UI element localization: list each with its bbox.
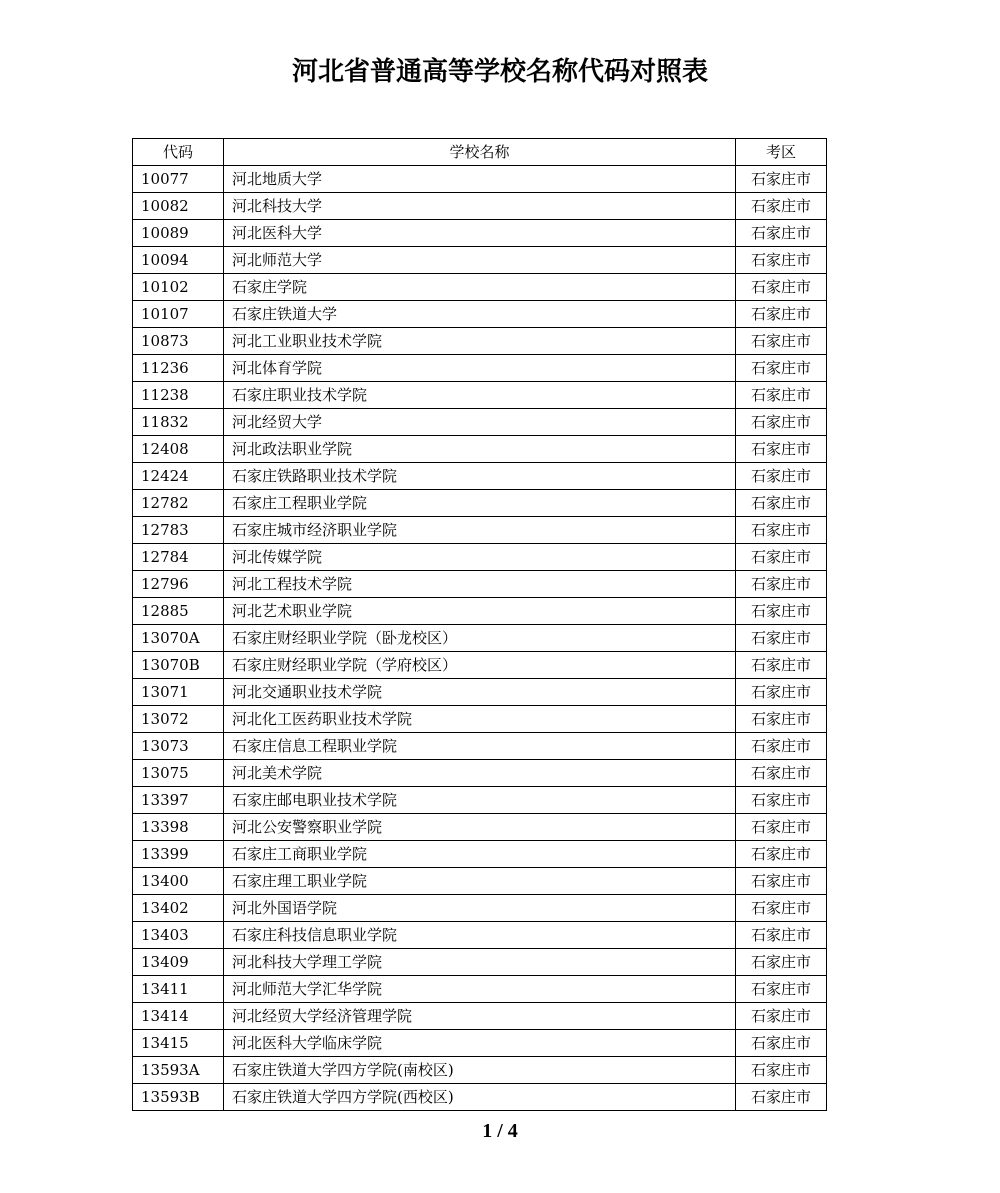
table-row [133, 679, 827, 706]
table-row [133, 733, 827, 760]
school-code-cell: 10089 [133, 220, 224, 247]
school-code-table [132, 138, 827, 1111]
school-code-cell: 13075 [133, 760, 224, 787]
exam-area-cell: 石家庄市 [736, 247, 827, 274]
exam-area-cell: 石家庄市 [736, 1003, 827, 1030]
table-row [133, 1057, 827, 1084]
school-code-cell: 10077 [133, 166, 224, 193]
school-name-cell: 河北美术学院 [224, 760, 736, 787]
table-row [133, 436, 827, 463]
school-name-cell: 河北艺术职业学院 [224, 598, 736, 625]
school-name-cell: 河北政法职业学院 [224, 436, 736, 463]
table-row [133, 868, 827, 895]
school-code-cell: 12408 [133, 436, 224, 463]
school-code-cell: 13071 [133, 679, 224, 706]
school-code-cell: 13073 [133, 733, 224, 760]
school-name-cell: 河北师范大学汇华学院 [224, 976, 736, 1003]
school-name-cell: 石家庄邮电职业技术学院 [224, 787, 736, 814]
exam-area-cell: 石家庄市 [736, 598, 827, 625]
exam-area-cell: 石家庄市 [736, 355, 827, 382]
exam-area-cell: 石家庄市 [736, 301, 827, 328]
table-row [133, 1030, 827, 1057]
exam-area-cell: 石家庄市 [736, 1084, 827, 1111]
school-name-cell: 石家庄学院 [224, 274, 736, 301]
school-code-cell: 13070B [133, 652, 224, 679]
school-name-cell: 石家庄财经职业学院（卧龙校区） [224, 625, 736, 652]
exam-area-cell: 石家庄市 [736, 409, 827, 436]
table-row [133, 787, 827, 814]
exam-area-cell: 石家庄市 [736, 895, 827, 922]
school-code-cell: 10094 [133, 247, 224, 274]
table-row [133, 544, 827, 571]
header-exam-area: 考区 [736, 139, 827, 166]
school-name-cell: 石家庄铁路职业技术学院 [224, 463, 736, 490]
exam-area-cell: 石家庄市 [736, 652, 827, 679]
school-code-cell: 10082 [133, 193, 224, 220]
school-code-cell: 12424 [133, 463, 224, 490]
school-name-cell: 河北化工医药职业技术学院 [224, 706, 736, 733]
school-name-cell: 河北交通职业技术学院 [224, 679, 736, 706]
school-code-cell: 10873 [133, 328, 224, 355]
school-code-cell: 13072 [133, 706, 224, 733]
school-code-cell: 12784 [133, 544, 224, 571]
school-code-cell: 13397 [133, 787, 224, 814]
table-row [133, 328, 827, 355]
school-code-cell: 13411 [133, 976, 224, 1003]
table-row [133, 895, 827, 922]
table-row [133, 598, 827, 625]
school-code-cell: 13593A [133, 1057, 224, 1084]
header-school-name: 学校名称 [224, 139, 736, 166]
school-code-cell: 12782 [133, 490, 224, 517]
school-code-cell: 10107 [133, 301, 224, 328]
school-name-cell: 石家庄工商职业学院 [224, 841, 736, 868]
school-name-cell: 河北工业职业技术学院 [224, 328, 736, 355]
exam-area-cell: 石家庄市 [736, 922, 827, 949]
table-row [133, 625, 827, 652]
school-name-cell: 河北传媒学院 [224, 544, 736, 571]
table-row [133, 382, 827, 409]
school-name-cell: 石家庄科技信息职业学院 [224, 922, 736, 949]
school-name-cell: 石家庄财经职业学院（学府校区） [224, 652, 736, 679]
exam-area-cell: 石家庄市 [736, 1030, 827, 1057]
exam-area-cell: 石家庄市 [736, 679, 827, 706]
school-code-cell: 12783 [133, 517, 224, 544]
school-name-cell: 石家庄职业技术学院 [224, 382, 736, 409]
school-name-cell: 石家庄城市经济职业学院 [224, 517, 736, 544]
table-row [133, 463, 827, 490]
school-code-cell: 13402 [133, 895, 224, 922]
exam-area-cell: 石家庄市 [736, 706, 827, 733]
exam-area-cell: 石家庄市 [736, 733, 827, 760]
exam-area-cell: 石家庄市 [736, 220, 827, 247]
table-row [133, 409, 827, 436]
school-code-cell: 13399 [133, 841, 224, 868]
school-name-cell: 河北地质大学 [224, 166, 736, 193]
exam-area-cell: 石家庄市 [736, 976, 827, 1003]
school-name-cell: 河北公安警察职业学院 [224, 814, 736, 841]
school-code-cell: 11238 [133, 382, 224, 409]
exam-area-cell: 石家庄市 [736, 490, 827, 517]
school-code-cell: 12796 [133, 571, 224, 598]
table-row [133, 517, 827, 544]
school-name-cell: 河北科技大学理工学院 [224, 949, 736, 976]
school-code-cell: 13398 [133, 814, 224, 841]
school-code-cell: 13409 [133, 949, 224, 976]
table-row [133, 490, 827, 517]
table-row [133, 706, 827, 733]
table-row [133, 355, 827, 382]
exam-area-cell: 石家庄市 [736, 787, 827, 814]
table-body [133, 166, 827, 1111]
exam-area-cell: 石家庄市 [736, 625, 827, 652]
table-row [133, 571, 827, 598]
school-code-cell: 12885 [133, 598, 224, 625]
exam-area-cell: 石家庄市 [736, 382, 827, 409]
school-name-cell: 河北医科大学 [224, 220, 736, 247]
table-row [133, 976, 827, 1003]
exam-area-cell: 石家庄市 [736, 571, 827, 598]
exam-area-cell: 石家庄市 [736, 814, 827, 841]
school-name-cell: 河北外国语学院 [224, 895, 736, 922]
school-name-cell: 石家庄理工职业学院 [224, 868, 736, 895]
exam-area-cell: 石家庄市 [736, 841, 827, 868]
exam-area-cell: 石家庄市 [736, 274, 827, 301]
school-name-cell: 河北医科大学临床学院 [224, 1030, 736, 1057]
school-code-cell: 13403 [133, 922, 224, 949]
table-row [133, 301, 827, 328]
table-row [133, 220, 827, 247]
school-name-cell: 河北师范大学 [224, 247, 736, 274]
table-row [133, 922, 827, 949]
table-row [133, 949, 827, 976]
exam-area-cell: 石家庄市 [736, 544, 827, 571]
school-code-cell: 11832 [133, 409, 224, 436]
table-row [133, 841, 827, 868]
school-name-cell: 河北科技大学 [224, 193, 736, 220]
school-code-cell: 13070A [133, 625, 224, 652]
school-code-cell: 13593B [133, 1084, 224, 1111]
exam-area-cell: 石家庄市 [736, 328, 827, 355]
table-row [133, 274, 827, 301]
school-name-cell: 河北体育学院 [224, 355, 736, 382]
table-row [133, 1084, 827, 1111]
school-name-cell: 石家庄信息工程职业学院 [224, 733, 736, 760]
document-title: 河北省普通高等学校名称代码对照表 [291, 57, 708, 87]
exam-area-cell: 石家庄市 [736, 463, 827, 490]
table-row [133, 193, 827, 220]
exam-area-cell: 石家庄市 [736, 760, 827, 787]
school-code-cell: 11236 [133, 355, 224, 382]
school-name-cell: 河北经贸大学 [224, 409, 736, 436]
table-header-row [133, 139, 827, 166]
exam-area-cell: 石家庄市 [736, 868, 827, 895]
school-name-cell: 石家庄铁道大学 [224, 301, 736, 328]
table-row [133, 166, 827, 193]
exam-area-cell: 石家庄市 [736, 193, 827, 220]
school-code-cell: 13415 [133, 1030, 224, 1057]
exam-area-cell: 石家庄市 [736, 517, 827, 544]
page-indicator: 1 / 4 [482, 1120, 518, 1142]
school-name-cell: 河北经贸大学经济管理学院 [224, 1003, 736, 1030]
table-row [133, 814, 827, 841]
table-row [133, 652, 827, 679]
school-code-cell: 13414 [133, 1003, 224, 1030]
exam-area-cell: 石家庄市 [736, 949, 827, 976]
table-row [133, 760, 827, 787]
school-name-cell: 石家庄工程职业学院 [224, 490, 736, 517]
school-code-cell: 13400 [133, 868, 224, 895]
table-row [133, 1003, 827, 1030]
exam-area-cell: 石家庄市 [736, 1057, 827, 1084]
exam-area-cell: 石家庄市 [736, 436, 827, 463]
school-name-cell: 石家庄铁道大学四方学院(西校区) [224, 1084, 736, 1111]
exam-area-cell: 石家庄市 [736, 166, 827, 193]
header-code: 代码 [133, 139, 224, 166]
school-name-cell: 河北工程技术学院 [224, 571, 736, 598]
school-name-cell: 石家庄铁道大学四方学院(南校区) [224, 1057, 736, 1084]
table-row [133, 247, 827, 274]
school-code-cell: 10102 [133, 274, 224, 301]
